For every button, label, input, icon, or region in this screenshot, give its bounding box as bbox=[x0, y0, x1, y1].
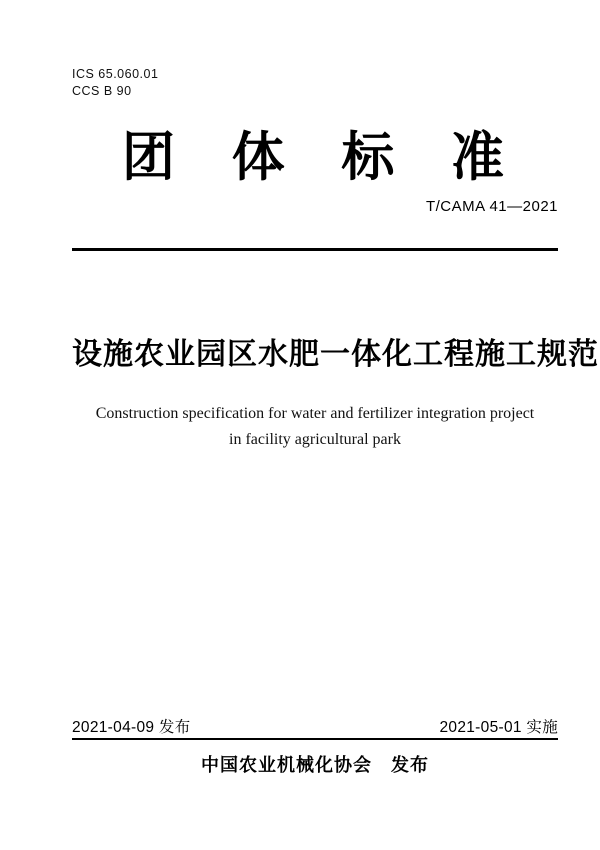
document-title-english-line1: Construction specification for water and fertilizer integration project bbox=[95, 405, 535, 422]
date-row bbox=[72, 715, 558, 737]
standard-code: T/CAMA 41—2021 bbox=[425, 198, 558, 215]
standard-type-char-4: 准 bbox=[450, 128, 504, 187]
ccs-code: CCS B 90 bbox=[72, 84, 132, 98]
standard-type-char-2: 体 bbox=[231, 128, 285, 187]
document-title-english-line2: in facility agricultural park bbox=[229, 431, 401, 448]
cover-content-column bbox=[72, 0, 599, 850]
standard-type-char-3: 标 bbox=[341, 128, 395, 187]
issue-date: 2021-04-09 发布 bbox=[72, 719, 191, 736]
ics-code: ICS 65.060.01 bbox=[72, 67, 159, 81]
publisher-line: 中国农业机械化协会 发布 bbox=[201, 755, 429, 775]
implement-date: 2021-05-01 实施 bbox=[439, 719, 558, 736]
top-rule bbox=[72, 248, 558, 251]
standard-type-char-1: 团 bbox=[122, 128, 175, 187]
classification-codes bbox=[72, 66, 158, 100]
document-title-chinese: 设施农业园区水肥一体化工程施工规范 bbox=[72, 338, 599, 371]
document-title-english bbox=[72, 401, 558, 453]
footer-rule bbox=[72, 738, 558, 740]
standard-type-title bbox=[122, 128, 504, 188]
